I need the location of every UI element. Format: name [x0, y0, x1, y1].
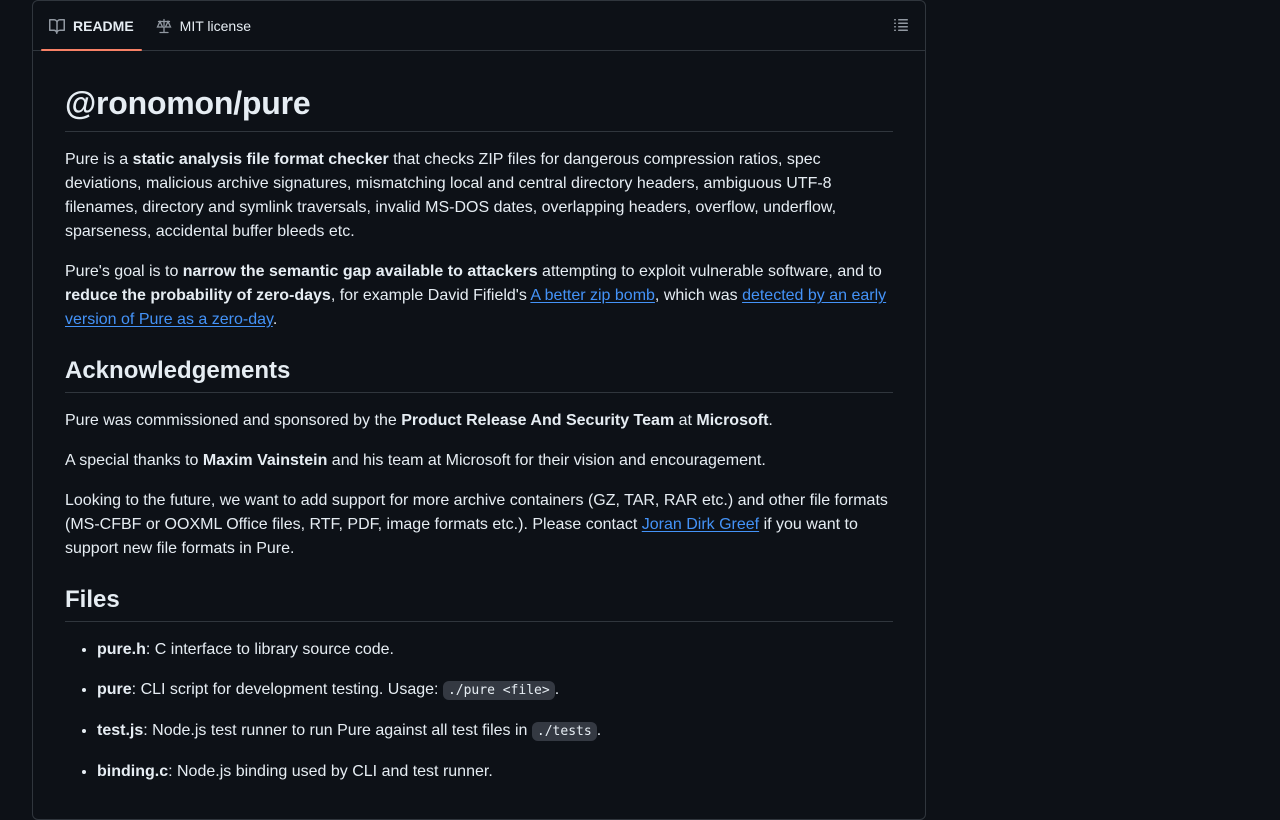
- files-list: [65, 638, 893, 784]
- tab-license-label: MIT license: [179, 17, 251, 34]
- code-snippet: ./tests: [532, 722, 597, 741]
- readme-tabbar: [33, 1, 925, 51]
- ack-paragraph-2: A special thanks to Maxim Vainstein and his team at Microsoft for their vision and encouragement.: [65, 452, 766, 469]
- intro-emphasis: static analysis file format checker: [132, 151, 389, 168]
- scale-icon: [156, 18, 172, 34]
- readme-content: [33, 51, 925, 784]
- team-name: Product Release And Security Team: [401, 412, 675, 429]
- list-item: • test.js: Node.js test runner to run Pure against all test files in ./tests .: [97, 719, 893, 744]
- file-name: test.js: [97, 722, 144, 739]
- readme-panel: [32, 0, 926, 820]
- goal-paragraph: Pure's goal is to narrow the semantic gap available to attackers attempting to exploit vulnerable software, and to reduce the probability of zero-days, for example David Fifield's A better zip bomb, which was detected by an early version of Pure as a zero-day.: [65, 263, 887, 328]
- future-paragraph: Looking to the future, we want to add support for more archive containers (GZ, TAR, RAR etc.) and other file formats (MS-CFBF or OOXML Office files, RTF, PDF, image formats etc.). Please contact Joran Dirk Greef if you want to support new file formats in Pure.: [65, 492, 888, 557]
- file-name: binding.c: [97, 763, 169, 780]
- book-icon: [49, 18, 65, 34]
- list-item: • pure: CLI script for development testing. Usage: ./pure <file> .: [97, 678, 893, 703]
- zero-day-link[interactable]: detected by an early version of Pure as a zero-day: [65, 287, 887, 328]
- zip-bomb-link[interactable]: A better zip bomb: [530, 287, 655, 304]
- tab-readme[interactable]: [41, 1, 142, 50]
- person-name: Maxim Vainstein: [202, 452, 328, 469]
- tab-license[interactable]: [148, 1, 259, 50]
- intro-paragraph: Pure is a static analysis file format checker that checks ZIP files for dangerous compression ratios, spec deviations, malicious archive signatures, mismatching local and central directory headers, ambiguous UTF-8 filenames, directory and symlink traversals, invalid MS-DOS dates, overlapping headers, overflow, underflow, sparseness, accidental buffer bleeds etc.: [65, 151, 837, 240]
- tab-readme-label: README: [73, 17, 134, 34]
- goal-emphasis-1: narrow the semantic gap available to attackers: [182, 263, 538, 280]
- file-name: pure: [97, 681, 132, 698]
- list-outline-icon[interactable]: [893, 17, 909, 33]
- code-snippet: ./pure <file>: [443, 681, 555, 700]
- contact-link[interactable]: Joran Dirk Greef: [641, 516, 760, 533]
- list-item: • binding.c: Node.js binding used by CLI and test runner.: [97, 760, 893, 784]
- company-name: Microsoft: [696, 412, 769, 429]
- file-name: pure.h: [97, 641, 146, 658]
- ack-paragraph-1: Pure was commissioned and sponsored by the Product Release And Security Team at Microsoft.: [65, 412, 773, 429]
- acknowledgements-heading: Acknowledgements: [65, 356, 893, 393]
- list-item: • pure.h: C interface to library source code.: [97, 638, 893, 662]
- files-heading: Files: [65, 585, 893, 622]
- readme-title: @ronomon/pure: [65, 83, 893, 132]
- goal-emphasis-2: reduce the probability of zero-days: [65, 287, 331, 304]
